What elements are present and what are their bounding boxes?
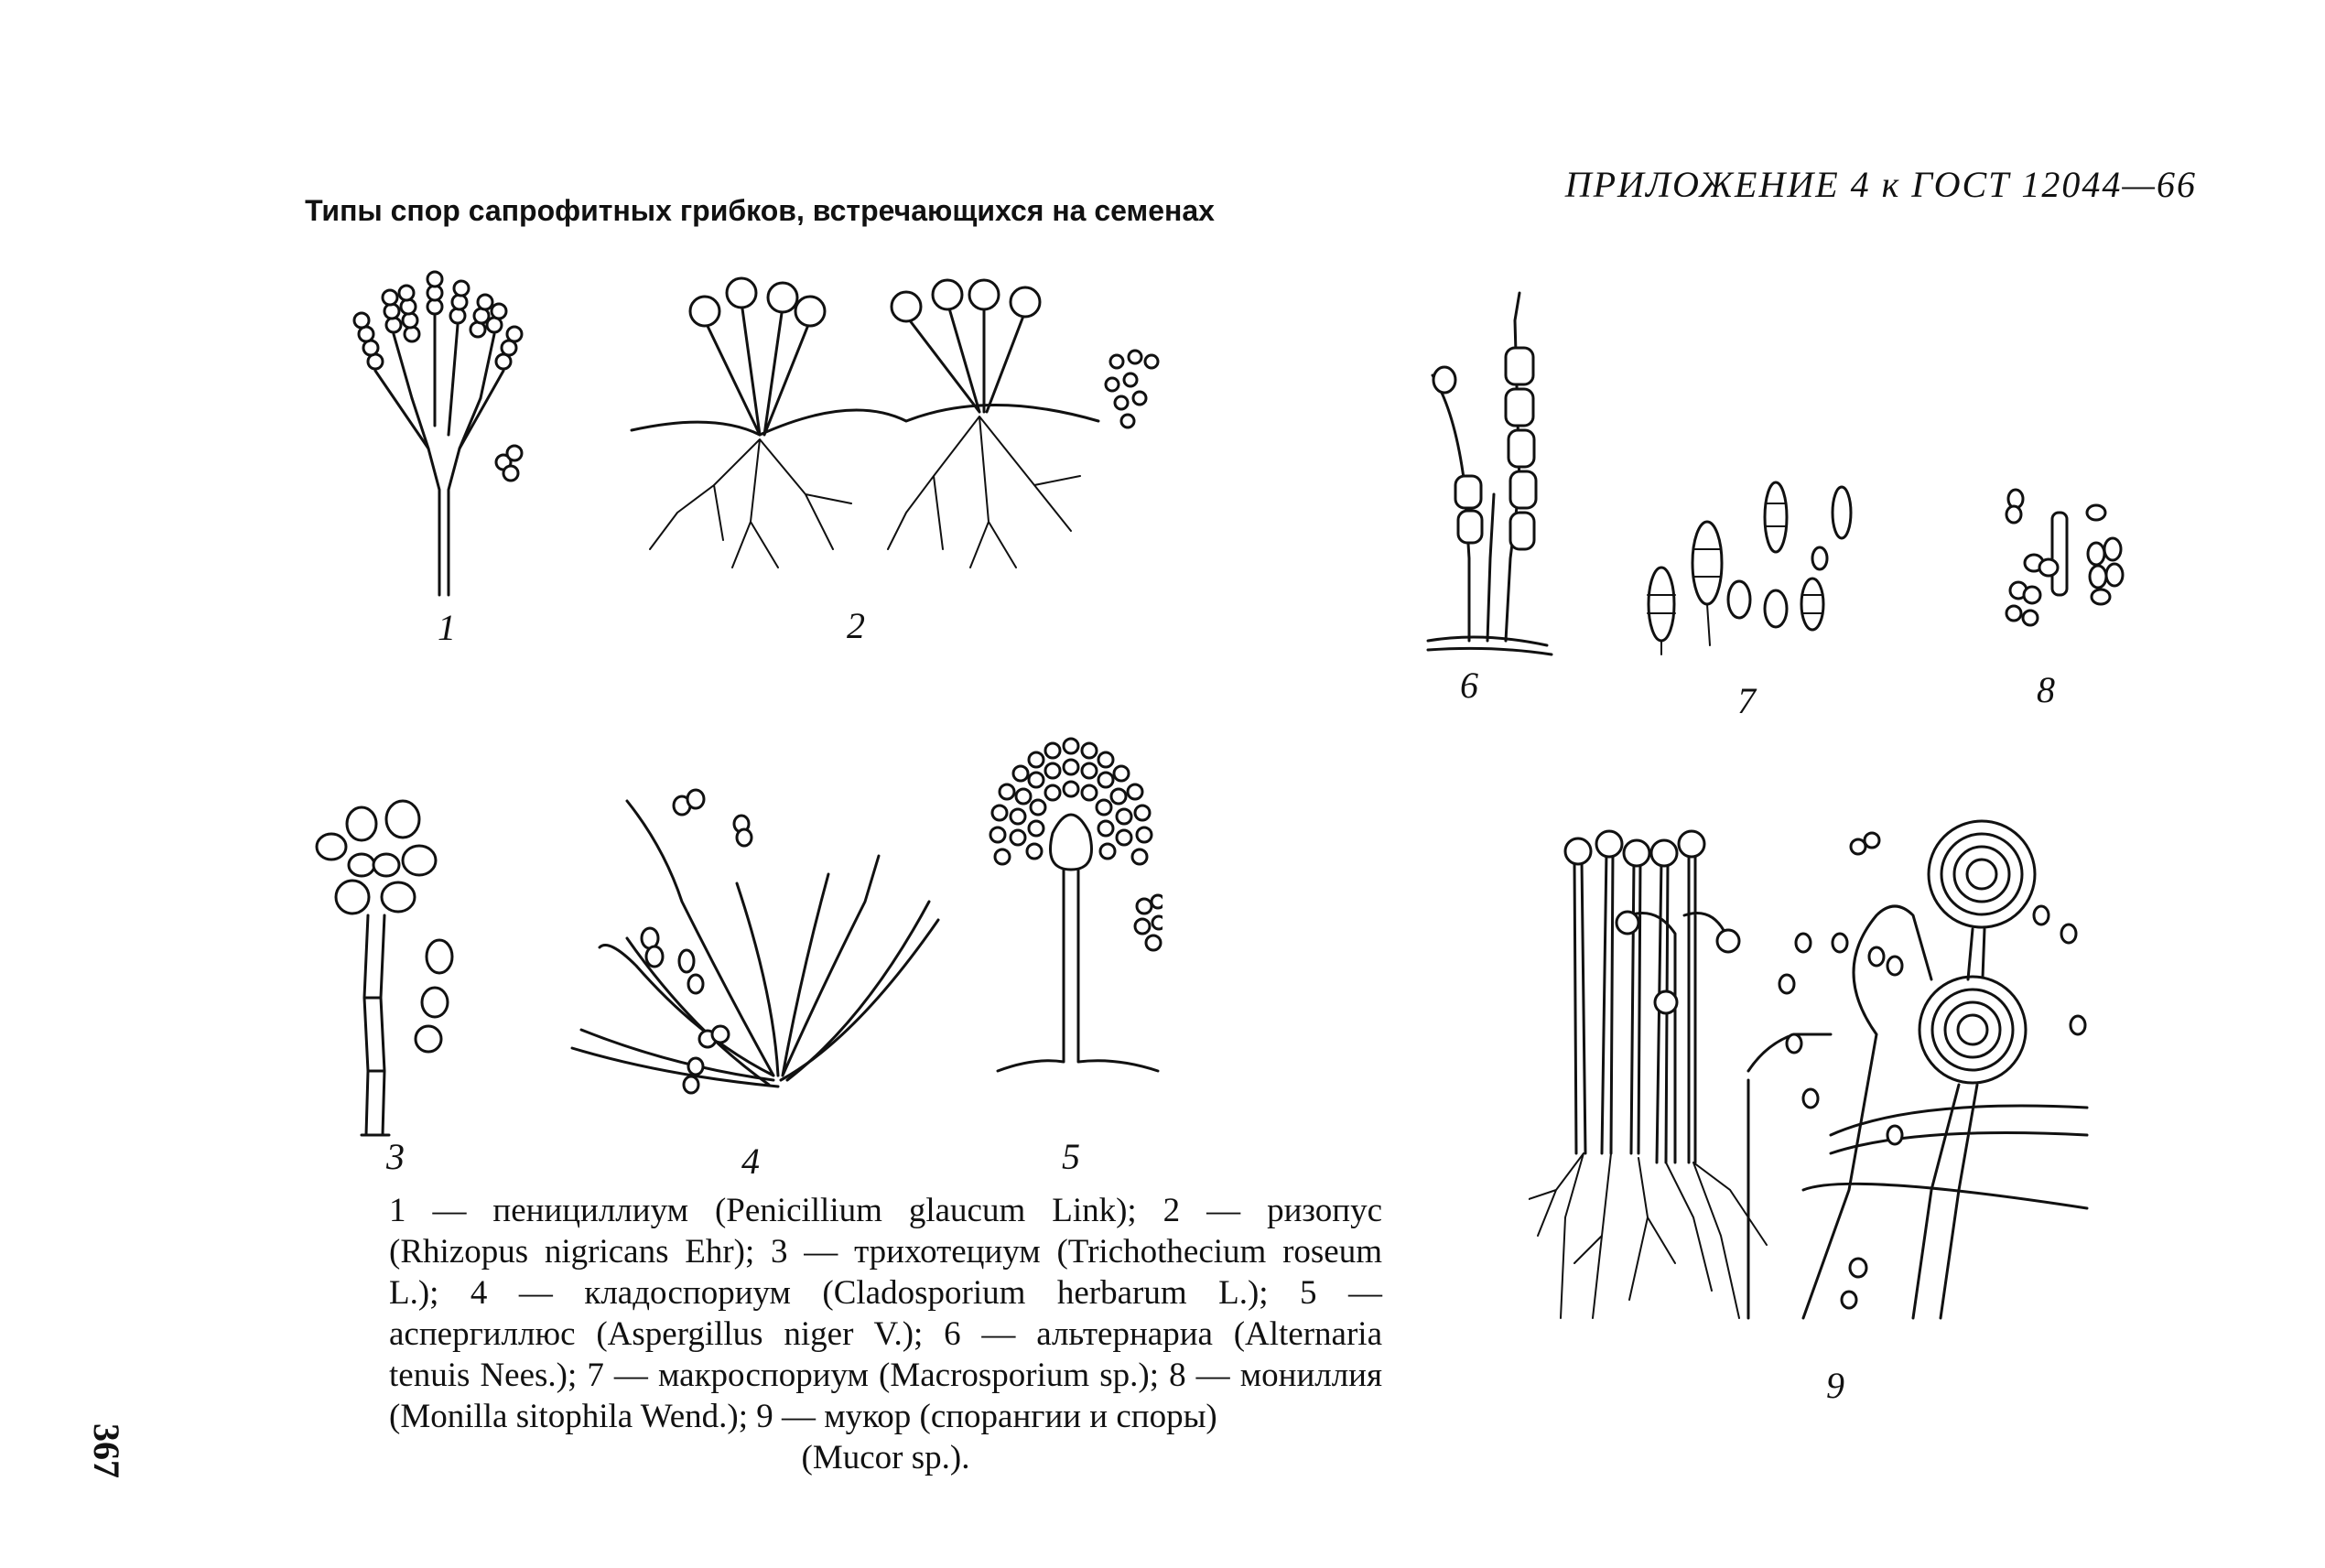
figure-6 xyxy=(1419,284,1556,659)
figure-7-number: 7 xyxy=(1737,680,1756,721)
figure-3 xyxy=(311,796,476,1144)
figure-4 xyxy=(563,764,947,1121)
page-title-text: Типы спор сапрофитных грибков, встречающихся на семенах xyxy=(305,194,1215,227)
figure-5-number: 5 xyxy=(1062,1136,1080,1177)
figure-4-number: 4 xyxy=(741,1141,760,1182)
trichothecium-illustration xyxy=(311,796,476,1144)
figure-8-number: 8 xyxy=(2037,669,2055,710)
rhizopus-illustration xyxy=(622,275,1172,586)
page-number: 367 xyxy=(86,1423,127,1478)
figure-7 xyxy=(1638,476,1867,659)
macrosporium-illustration xyxy=(1638,476,1867,659)
figure-5 xyxy=(979,723,1162,1089)
figure-2 xyxy=(622,275,1172,586)
figure-2-number: 2 xyxy=(847,605,865,646)
figure-6-number: 6 xyxy=(1460,665,1478,706)
figure-1-number: 1 xyxy=(438,607,456,648)
figure-caption xyxy=(389,1190,1382,1478)
alternaria-illustration xyxy=(1419,284,1556,659)
caption-text: 1 — пенициллиум (Penicillium glaucum Link); 2 — ризопус (Rhizopus nigricans Ehr); 3 — трихотециум (Trichothecium roseum L.); 4 — кладоспориум (Cladosporium herbarum L.); 5 — аспергиллюс (Aspergillus niger V.); 6 — альтернариа (Alternaria tenuis Nees.); 7 — макроспориум (Macrosporium sp.); 8 — мониллия (Monilla sitophila Wend.); 9 — мукор (спорангии и споры) xyxy=(389,1192,1382,1435)
aspergillus-illustration xyxy=(979,723,1162,1089)
penicillium-illustration xyxy=(320,261,558,600)
mucor-illustration xyxy=(1529,806,2096,1336)
figure-9 xyxy=(1529,806,2096,1336)
figure-9-number: 9 xyxy=(1826,1365,1844,1406)
figure-8 xyxy=(1995,476,2142,632)
page-title xyxy=(0,194,2325,228)
cladosporium-illustration xyxy=(563,764,947,1121)
appendix-label: ПРИЛОЖЕНИЕ 4 к ГОСТ 12044—66 xyxy=(1564,164,2197,205)
figure-1 xyxy=(320,261,558,600)
caption-text-end: (Mucor sp.). xyxy=(801,1439,970,1476)
monilia-illustration xyxy=(1995,476,2142,632)
figure-3-number: 3 xyxy=(386,1136,405,1177)
